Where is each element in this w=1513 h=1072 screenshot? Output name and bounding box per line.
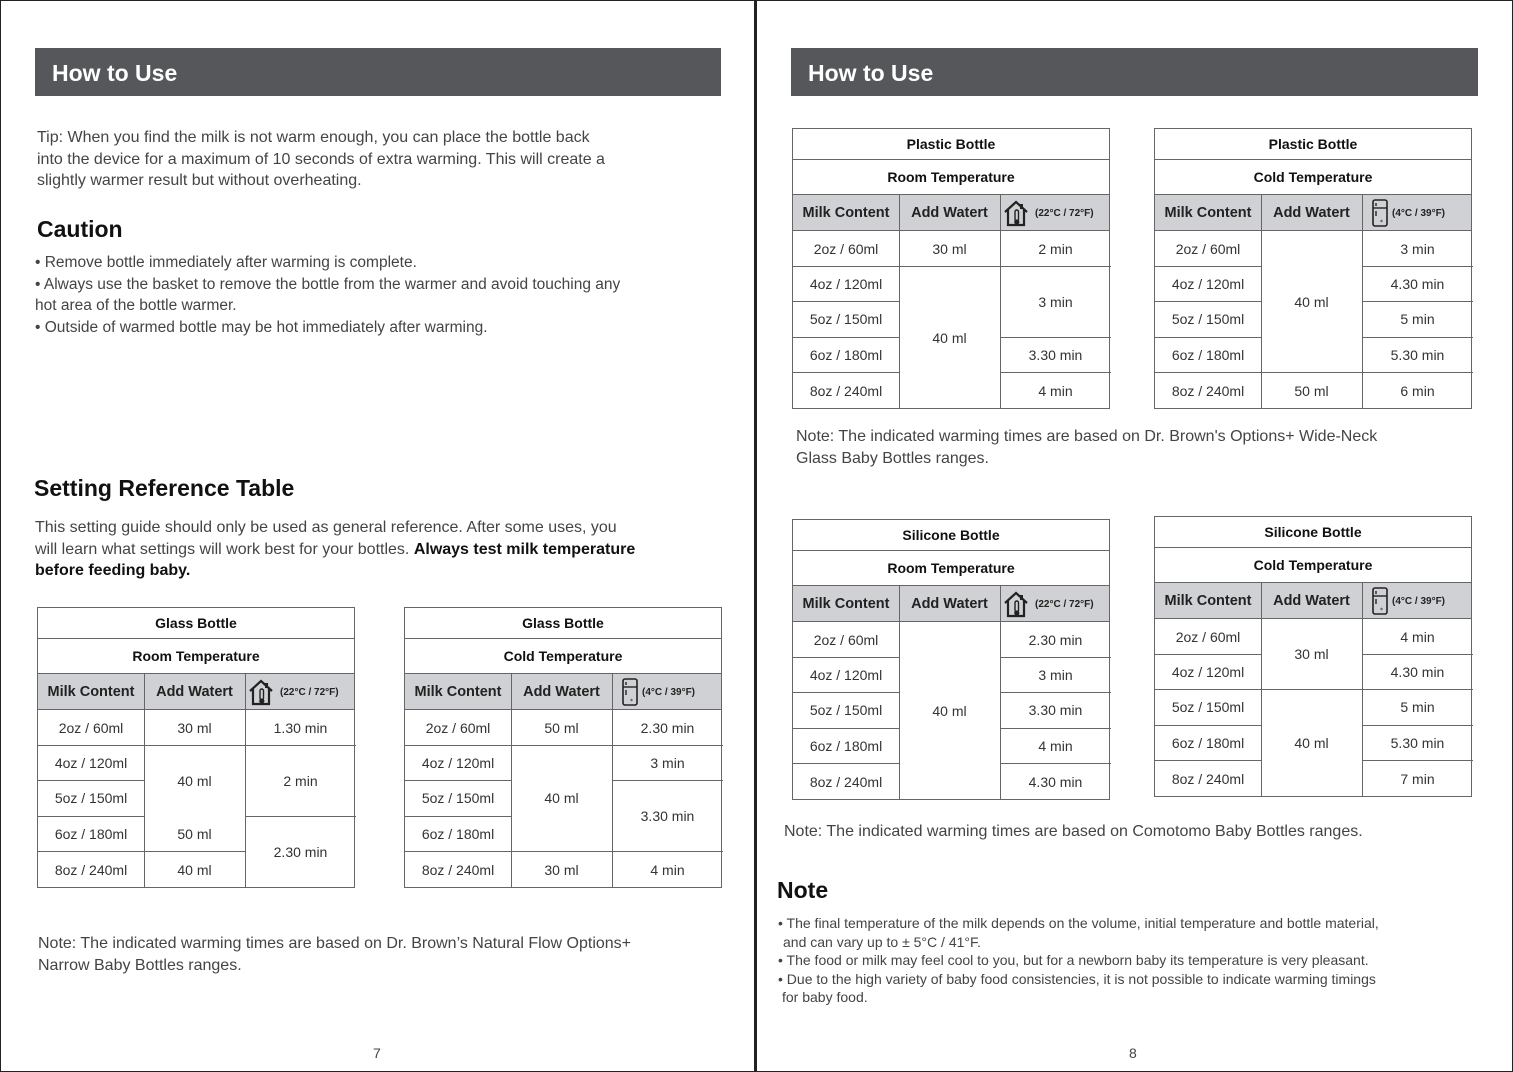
tip-line: slightly warmer result but without overheating. xyxy=(37,172,362,189)
note-item: for baby food. xyxy=(782,989,868,1005)
page-number: 8 xyxy=(1129,1045,1137,1061)
time-cell: 4.30 min xyxy=(1390,275,1445,292)
time-cell: 5.30 min xyxy=(1390,734,1445,751)
water-cell: 50 ml xyxy=(544,719,579,736)
glass-note xyxy=(38,933,631,976)
note-item: • Due to the high variety of baby food consistencies, it is not possible to indicate warming timings xyxy=(778,970,1376,987)
time-cell: 4 min xyxy=(1038,382,1073,399)
table-title: Plastic Bottle xyxy=(793,129,1109,160)
caution-item: hot area of the bottle warmer. xyxy=(35,297,237,314)
note-line: Note: The indicated warming times are based on Dr. Brown's Options+ Wide-Neck xyxy=(796,428,1378,445)
water-cell: 30 ml xyxy=(932,240,967,257)
size-cell: 2oz / 60ml xyxy=(58,719,124,736)
size-cell: 4oz / 120ml xyxy=(54,754,128,771)
header-time xyxy=(1003,589,1094,619)
table-subtitle: Room Temperature xyxy=(793,551,1109,586)
caution-item: • Remove bottle immediately after warming is complete. xyxy=(35,254,417,271)
size-cell: 4oz / 120ml xyxy=(1171,663,1245,680)
time-cell: 2.30 min xyxy=(640,719,695,736)
header-time xyxy=(1372,587,1445,615)
reference-warning: Always test milk temperature xyxy=(413,540,636,558)
tip-paragraph xyxy=(37,127,605,192)
tip-line: Tip: When you find the milk is not warm enough, you can place the bottle back xyxy=(37,129,590,146)
time-cell: 2 min xyxy=(1038,240,1073,257)
reference-paragraph xyxy=(35,517,635,582)
header-water: Add Watert xyxy=(1273,593,1350,609)
table-title: Plastic Bottle xyxy=(1155,129,1471,160)
time-cell: 2.30 min xyxy=(273,844,328,860)
water-cell: 40 ml xyxy=(932,329,967,346)
size-cell: 2oz / 60ml xyxy=(813,240,879,257)
svg-text:*: * xyxy=(1380,219,1383,226)
time-cell: 2.30 min xyxy=(1028,631,1083,648)
header-water: Add Watert xyxy=(523,684,600,700)
water-cell: 40 ml xyxy=(177,861,212,878)
note-item: • The food or milk may feel cool to you, but for a newborn baby its temperature is very pleasant. xyxy=(778,952,1369,968)
fridge-icon xyxy=(1372,199,1388,227)
fridge-icon xyxy=(1372,587,1388,615)
table-header xyxy=(793,195,1109,231)
reference-text: will learn what settings will work best for your bottles. xyxy=(35,540,414,558)
header-temp-label: (4°C / 39°F) xyxy=(1392,595,1446,607)
glass-room-table xyxy=(37,607,355,888)
size-cell: 4oz / 120ml xyxy=(809,275,883,292)
time-cell: 4 min xyxy=(1400,628,1435,645)
header-temp-label: (4°C / 39°F) xyxy=(642,686,696,698)
reference-line: This setting guide should only be used as general reference. After some uses, you xyxy=(35,519,617,536)
time-cell: 4 min xyxy=(1038,737,1073,754)
svg-text:*: * xyxy=(630,698,633,705)
plastic-room-table xyxy=(792,128,1110,409)
table-subtitle: Cold Temperature xyxy=(1155,548,1471,583)
size-cell: 5oz / 150ml xyxy=(1171,311,1245,327)
house-thermometer-icon xyxy=(1003,590,1031,618)
size-cell: 6oz / 180ml xyxy=(809,737,883,754)
water-cell: 30 ml xyxy=(177,719,212,736)
size-cell: 8oz / 240ml xyxy=(1171,770,1245,787)
reference-warning: before feeding baby. xyxy=(35,562,191,579)
size-cell: 5oz / 150ml xyxy=(1171,699,1245,715)
water-cell: 40 ml xyxy=(932,703,967,719)
note-heading: Note xyxy=(777,877,829,903)
time-cell: 3 min xyxy=(1038,666,1073,683)
time-cell: 4.30 min xyxy=(1028,773,1083,790)
size-cell: 5oz / 150ml xyxy=(54,790,128,806)
header-milk: Milk Content xyxy=(47,684,135,700)
table-title: Silicone Bottle xyxy=(793,520,1109,551)
plastic-cold-table xyxy=(1154,128,1472,409)
silicone-room-table xyxy=(792,519,1110,800)
note-line: Narrow Baby Bottles ranges. xyxy=(38,956,242,974)
silicone-cold-table xyxy=(1154,516,1472,797)
header-milk: Milk Content xyxy=(414,684,502,700)
size-cell: 6oz / 180ml xyxy=(421,825,495,842)
header-milk: Milk Content xyxy=(1164,205,1252,221)
glass-cold-table xyxy=(404,607,722,888)
size-cell: 8oz / 240ml xyxy=(54,861,128,878)
page-left xyxy=(0,0,756,1072)
reference-line xyxy=(35,539,635,561)
size-cell: 6oz / 180ml xyxy=(1171,734,1245,751)
table-subtitle: Cold Temperature xyxy=(405,639,721,674)
header-water: Add Watert xyxy=(911,205,988,221)
svg-text:*: * xyxy=(1380,607,1383,614)
water-cell: 50 ml xyxy=(1294,382,1329,399)
house-thermometer-icon xyxy=(1003,199,1031,227)
house-thermometer-icon xyxy=(248,678,276,706)
header-time xyxy=(248,677,339,707)
tip-line: into the device for a maximum of 10 seconds of extra warming. This will create a xyxy=(37,150,605,168)
header-temp-label: (22°C / 72°F) xyxy=(280,686,339,698)
time-cell: 5.30 min xyxy=(1390,346,1445,363)
table-header xyxy=(793,586,1109,622)
table-header xyxy=(1155,195,1471,231)
table-header xyxy=(1155,583,1471,619)
time-cell: 2 min xyxy=(283,772,318,789)
water-cell: 40 ml xyxy=(1294,735,1329,751)
size-cell: 6oz / 180ml xyxy=(809,346,883,363)
header-water: Add Watert xyxy=(1273,205,1350,221)
header-water: Add Watert xyxy=(911,596,988,612)
header-temp-label: (4°C / 39°F) xyxy=(1392,207,1446,219)
section-banner: How to Use xyxy=(791,48,1478,96)
fridge-icon xyxy=(622,678,638,706)
time-cell: 5 min xyxy=(1400,699,1435,715)
time-cell: 7 min xyxy=(1400,770,1435,787)
header-milk: Milk Content xyxy=(802,596,890,612)
header-milk: Milk Content xyxy=(1164,593,1252,609)
header-water: Add Watert xyxy=(156,684,233,700)
water-cell: 50 ml xyxy=(177,825,212,842)
time-cell: 3 min xyxy=(1400,240,1435,257)
silicone-note: Note: The indicated warming times are based on Comotomo Baby Bottles ranges. xyxy=(784,823,1363,840)
size-cell: 2oz / 60ml xyxy=(1175,628,1241,645)
time-cell: 6 min xyxy=(1400,382,1435,399)
table-title: Glass Bottle xyxy=(38,608,354,639)
note-line: Glass Baby Bottles ranges. xyxy=(796,449,989,467)
size-cell: 5oz / 150ml xyxy=(809,702,883,718)
water-cell: 40 ml xyxy=(1294,293,1329,310)
size-cell: 6oz / 180ml xyxy=(1171,346,1245,363)
size-cell: 2oz / 60ml xyxy=(1175,240,1241,257)
water-cell: 30 ml xyxy=(1294,646,1329,662)
caution-list xyxy=(35,252,620,338)
water-cell: 30 ml xyxy=(544,861,579,878)
time-cell: 4 min xyxy=(650,861,685,878)
time-cell: 3.30 min xyxy=(1028,346,1083,363)
size-cell: 4oz / 120ml xyxy=(1171,275,1245,292)
table-header xyxy=(405,674,721,710)
note-line: Note: The indicated warming times are based on Dr. Brown’s Natural Flow Options+ xyxy=(38,935,632,952)
table-subtitle: Room Temperature xyxy=(793,160,1109,195)
size-cell: 4oz / 120ml xyxy=(809,666,883,683)
size-cell: 6oz / 180ml xyxy=(54,825,128,842)
water-cell: 40 ml xyxy=(177,772,212,789)
size-cell: 5oz / 150ml xyxy=(809,311,883,327)
water-cell: 40 ml xyxy=(544,790,579,806)
caution-item: • Always use the basket to remove the bottle from the warmer and avoid touching any xyxy=(35,275,621,293)
size-cell: 4oz / 120ml xyxy=(421,754,495,771)
note-item: • The final temperature of the milk depends on the volume, initial temperature and bottle material, xyxy=(778,915,1379,931)
section-banner: How to Use xyxy=(35,48,721,96)
note-item: and can vary up to ± 5°C / 41°F. xyxy=(783,933,981,950)
time-cell: 1.30 min xyxy=(273,719,328,736)
table-subtitle: Cold Temperature xyxy=(1155,160,1471,195)
header-time xyxy=(1372,199,1445,227)
time-cell: 3 min xyxy=(650,754,685,771)
page-number: 7 xyxy=(373,1045,381,1061)
size-cell: 8oz / 240ml xyxy=(809,382,883,399)
table-subtitle: Room Temperature xyxy=(38,639,354,674)
size-cell: 8oz / 240ml xyxy=(809,773,883,790)
time-cell: 3 min xyxy=(1038,293,1073,310)
plastic-note xyxy=(796,426,1377,469)
page-right xyxy=(756,0,1513,1072)
size-cell: 2oz / 60ml xyxy=(425,719,491,736)
note-list xyxy=(778,914,1379,1007)
table-title: Glass Bottle xyxy=(405,608,721,639)
header-time xyxy=(1003,198,1094,228)
size-cell: 8oz / 240ml xyxy=(1171,382,1245,399)
time-cell: 3.30 min xyxy=(1028,702,1083,718)
time-cell: 3.30 min xyxy=(640,807,695,824)
header-milk: Milk Content xyxy=(802,205,890,221)
size-cell: 5oz / 150ml xyxy=(421,790,495,806)
caution-heading: Caution xyxy=(37,216,123,242)
header-temp-label: (22°C / 72°F) xyxy=(1035,598,1094,610)
table-header xyxy=(38,674,354,710)
time-cell: 5 min xyxy=(1400,311,1435,327)
time-cell: 4.30 min xyxy=(1390,663,1445,680)
size-cell: 2oz / 60ml xyxy=(813,631,879,648)
header-time xyxy=(622,678,695,706)
reference-heading: Setting Reference Table xyxy=(34,475,295,501)
size-cell: 8oz / 240ml xyxy=(421,861,495,878)
table-title: Silicone Bottle xyxy=(1155,517,1471,548)
header-temp-label: (22°C / 72°F) xyxy=(1035,207,1094,219)
caution-item: • Outside of warmed bottle may be hot immediately after warming. xyxy=(35,318,488,336)
